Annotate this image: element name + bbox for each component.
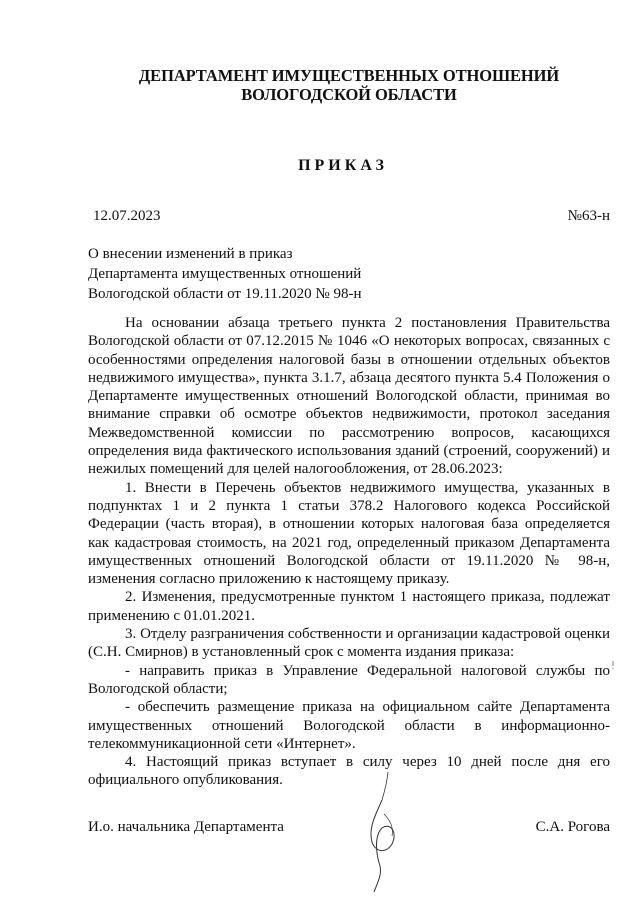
- signatory-position: И.о. начальника Департамента: [88, 819, 284, 835]
- issuer-header-line-2: ВОЛОГОДСКОЙ ОБЛАСТИ: [241, 85, 457, 104]
- clause-1-paragraph: 1. Внести в Перечень объектов недвижимого имущества, указанных в подпунктах 1 и 2 пункта 1 статьи 378.2 Налогового кодекса Российской Федерации (часть вторая), в отношении которых налоговая база определяется как кадастровая стоимость, на 2021 год, определенный приказом Департамента имущественных отношений Вологодской области от 19.11.2020 № 98-н, изменения согласно приложению к настоящему приказу.: [88, 479, 610, 588]
- clause-2-paragraph: 2. Изменения, предусмотренные пунктом 1 настоящего приказа, подлежат применению с 01.01.2021.: [88, 589, 610, 624]
- margin-mark: [610, 660, 616, 670]
- signatory-name: С.А. Рогова: [535, 819, 610, 835]
- preamble-paragraph: На основании абзаца третьего пункта 2 постановления Правительства Вологодской области от 07.12.2015 № 1046 «О некоторых вопросах, связанных с особенностями определения налоговой базы в отношении отдельных объектов недвижимого имущества», пункта 3.1.7, абзаца десятого пункта 5.4 Положения о Департаменте имущественных отношений Вологодской области, принимая во внимание справки об осмотре объектов недвижимости, протокол заседания Межведомственной комиссии по рассмотрению вопросов, касающихся определения вида фактического использования зданий (строений, сооружений) и нежилых помещений для целей налогообложения, от 28.06.2023:: [88, 315, 610, 478]
- document-body: [88, 314, 610, 790]
- document-number: №63-н: [567, 208, 610, 224]
- clause-3-paragraph: 3. Отделу разграничения собственности и организации кадастровой оценки (С.Н. Смирнов) в установленный срок с момента издания приказа:: [88, 626, 610, 661]
- subject-line-2: Департамента имущественных отношений: [88, 266, 362, 282]
- clause-3-item-1: - направить приказ в Управление Федеральной налоговой службы по Вологодской области;: [88, 662, 610, 697]
- clause-3-item-2: - обеспечить размещение приказа на официальном сайте Департамента имущественных отношений Вологодской области в информационно-телекоммуникационной сети «Интернет».: [88, 699, 610, 752]
- document-subject: [88, 244, 362, 304]
- issuer-header-line-1: ДЕПАРТАМЕНТ ИМУЩЕСТВЕННЫХ ОТНОШЕНИЙ: [138, 66, 560, 85]
- handwritten-signature: [360, 770, 410, 895]
- issuer-header: [0, 66, 640, 104]
- document-title: ПРИКАЗ: [298, 157, 388, 174]
- subject-line-3: Вологодской области от 19.11.2020 № 98-н: [88, 286, 362, 302]
- document-date: 12.07.2023: [93, 208, 161, 224]
- clause-4-paragraph: 4. Настоящий приказ вступает в силу через 10 дней после дня его официального опубликования.: [88, 754, 610, 789]
- subject-line-1: О внесении изменений в приказ: [88, 246, 293, 262]
